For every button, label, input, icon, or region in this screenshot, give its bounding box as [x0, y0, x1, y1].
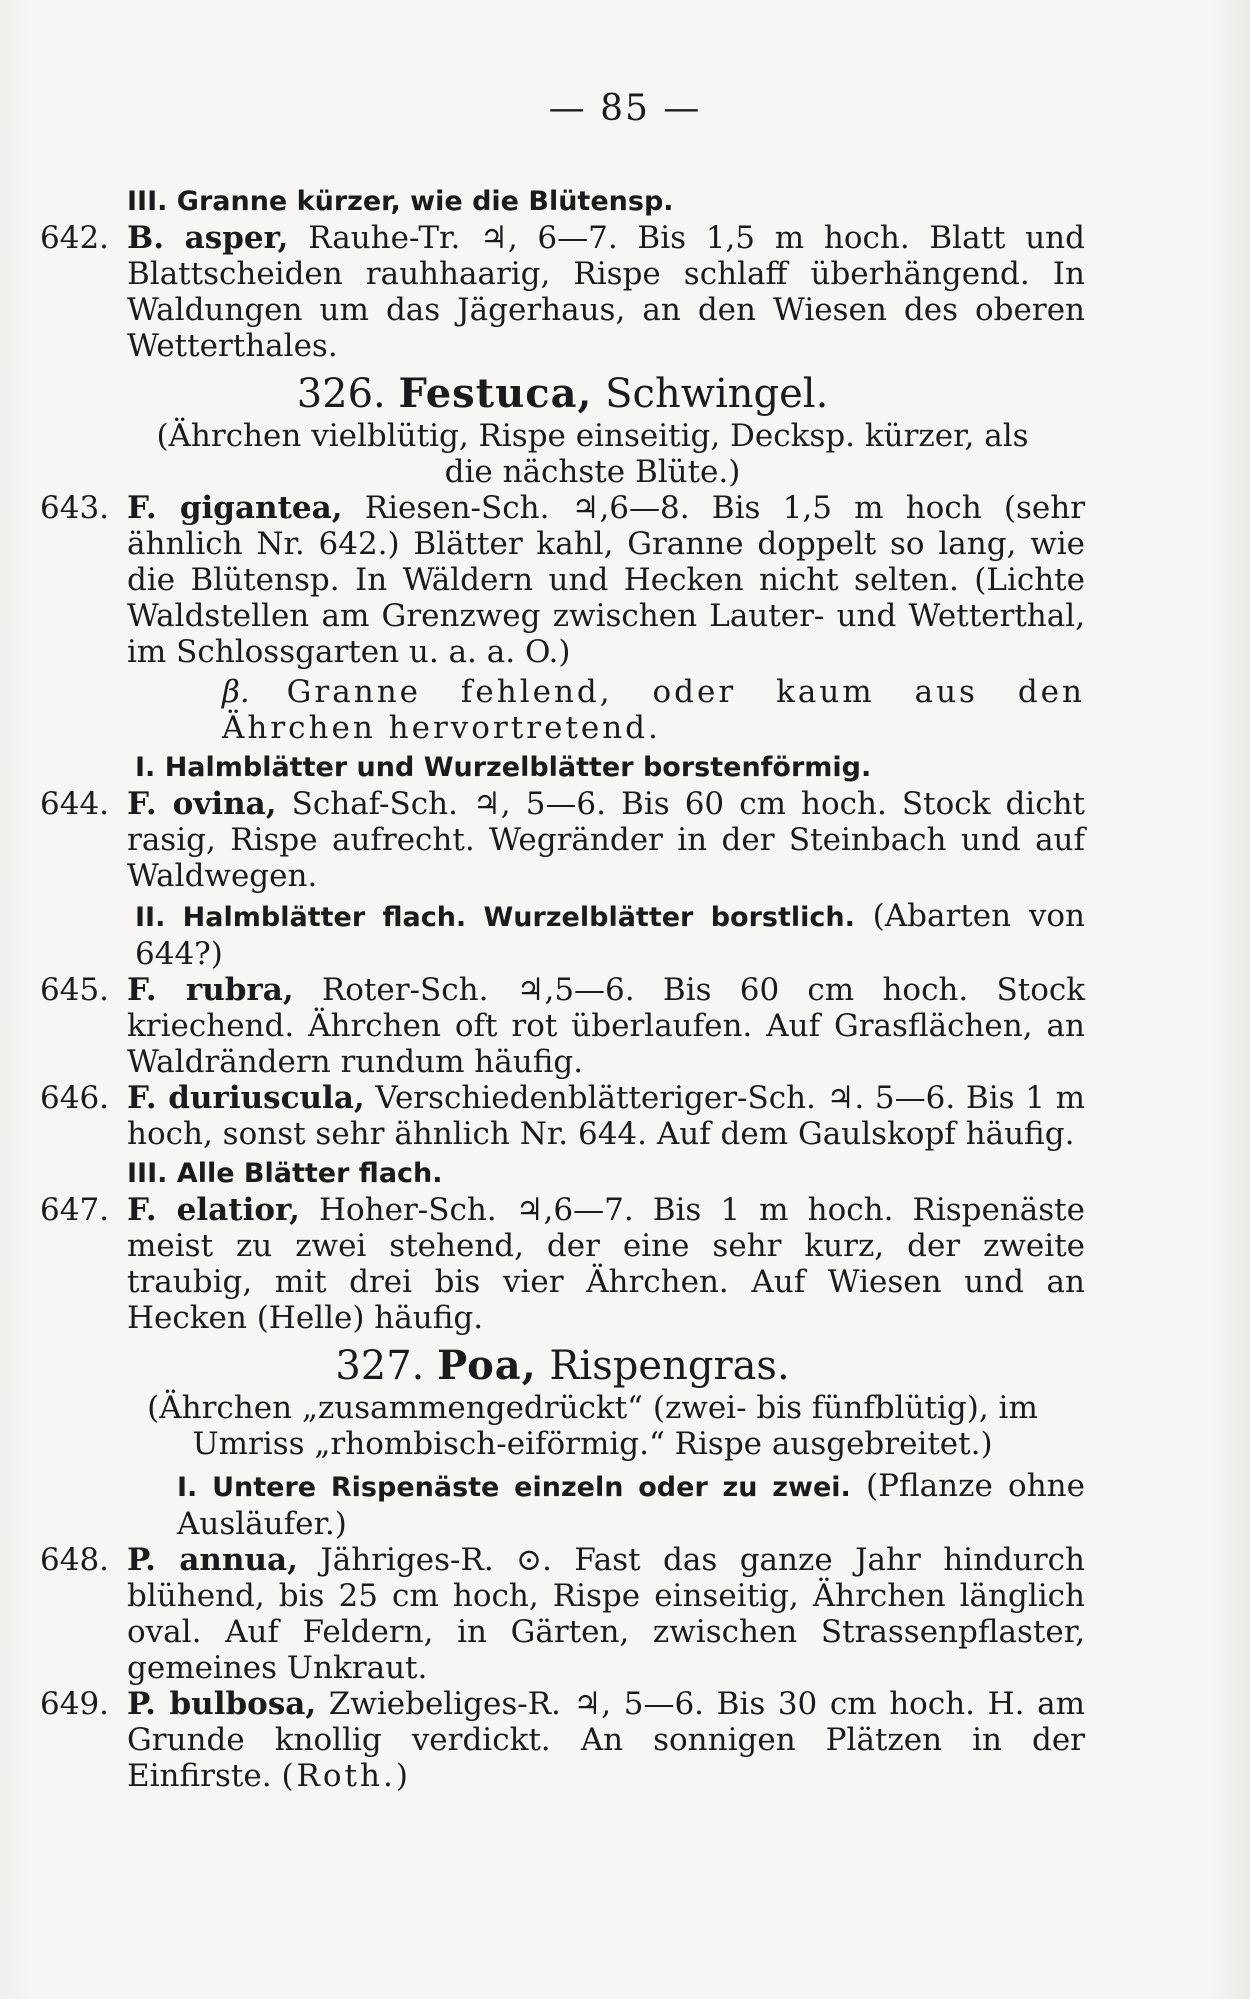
genus-name: Festuca,: [398, 370, 593, 417]
genus-heading-327: [40, 1344, 1085, 1388]
entry-number: 645.: [40, 972, 110, 1008]
entry-number: 647.: [40, 1192, 110, 1228]
section-heading: II. Halmblätter flach. Wurzelblätter borstlich. (Abarten von 644?): [135, 898, 1085, 972]
species-name: P. annua,: [127, 1542, 298, 1578]
species-entry-643: [40, 490, 1085, 670]
species-entry-648: [40, 1542, 1085, 1686]
entry-number: 648.: [40, 1542, 110, 1578]
species-name: F. rubra,: [127, 972, 294, 1008]
genus-name: Poa,: [437, 1342, 537, 1389]
entry-text: Schaf-Sch. ♃, 5—6. Bis 60 cm hoch. Stock dicht rasig, Rispe aufrecht. Wegränder in der Steinbach und auf Waldwegen.: [127, 786, 1085, 894]
species-name: F. gigantea,: [127, 490, 343, 526]
genus-description: (Ährchen vielblütig, Rispe einseitig, Decksp. kürzer, als die nächste Blüte.): [156, 418, 1029, 490]
species-name: F. elatior,: [127, 1192, 300, 1228]
species-entry-644: [40, 786, 1085, 894]
page-text: [40, 184, 1085, 1794]
entry-text: Jähriges-R. ⊙. Fast das ganze Jahr hindurch blühend, bis 25 cm hoch, Rispe einseitig, Ährchen länglich oval. Auf Feldern, in Gärten, zwischen Strassenpflaster, gemeines Unkraut.: [127, 1542, 1085, 1686]
page-number: — 85 —: [548, 88, 702, 129]
entry-text: Riesen-Sch. ♃,6—8. Bis 1,5 m hoch (sehr ähnlich Nr. 642.) Blätter kahl, Granne doppelt so lang, wie die Blütensp. In Wäldern und Hecken nicht selten. (Lichte Waldstellen am Grenzweg zwischen Lauter- und Wetterthal, im Schlossgarten u. a. a. O.): [127, 490, 1086, 670]
entry-number: 644.: [40, 786, 110, 822]
genus-common-name: Rispengras.: [549, 1343, 790, 1389]
species-name: B. asper,: [127, 220, 289, 256]
beta-symbol: β.: [222, 674, 250, 710]
entry-text: Roter-Sch. ♃,5—6. Bis 60 cm hoch. Stock kriechend. Ährchen oft rot überlaufen. Auf Grasflächen, an Waldrändern rundum häufig.: [127, 972, 1086, 1080]
entry-number: 646.: [40, 1080, 110, 1116]
subgroup-heading-beta: [40, 674, 1085, 746]
genus-number: 327.: [335, 1343, 425, 1389]
author-citation: (Roth.): [281, 1758, 411, 1794]
entry-text: Zwiebeliges-R. ♃, 5—6. Bis 30 cm hoch. H. am Grunde knollig verdickt. An sonnigen Plätzen in der Einfirste.: [127, 1686, 1085, 1794]
subgroup-text: Granne fehlend, oder kaum aus den Ährchen hervortretend.: [222, 674, 1085, 746]
entry-number: 649.: [40, 1686, 110, 1722]
entry-text: Verschiedenblätteriger-Sch. ♃. 5—6. Bis 1 m hoch, sonst sehr ähnlich Nr. 644. Auf dem Gaulskopf häufig.: [127, 1080, 1086, 1152]
entry-text: Hoher-Sch. ♃,6—7. Bis 1 m hoch. Rispenäste meist zu zwei stehend, der eine sehr kurz, der zweite traubig, mit drei bis vier Ährchen. Auf Wiesen und an Hecken (Helle) häufig.: [127, 1192, 1085, 1336]
genus-heading-326: [40, 372, 1085, 416]
species-entry-649: [40, 1686, 1085, 1794]
section-heading: I. Untere Rispenäste einzeln oder zu zwei. (Pflanze ohne Ausläufer.): [177, 1468, 1085, 1542]
genus-description: (Ährchen „zusammengedrückt“ (zwei- bis fünfblütig), im Umriss „rhombisch-eiförmig.“ Rispe ausgebreitet.): [147, 1390, 1038, 1462]
species-entry-646: [40, 1080, 1085, 1152]
species-entry-645: [40, 972, 1085, 1080]
genus-number: 326.: [296, 371, 386, 417]
entry-number: 643.: [40, 490, 110, 526]
species-entry-642: [40, 220, 1085, 364]
entry-number: 642.: [40, 220, 110, 256]
genus-common-name: Schwingel.: [605, 371, 829, 417]
section-heading: III. Alle Blätter flach.: [127, 1158, 443, 1189]
species-name: F. ovina,: [127, 786, 277, 822]
entry-text: Rauhe-Tr. ♃, 6—7. Bis 1,5 m hoch. Blatt und Blattscheiden rauhhaarig, Rispe schlaff überhängend. In Waldungen um das Jägerhaus, an den Wiesen des oberen Wetterthales.: [127, 220, 1085, 364]
species-name: F. duriuscula,: [127, 1080, 365, 1116]
section-heading: III. Granne kürzer, wie die Blütensp.: [127, 186, 674, 217]
section-heading: I. Halmblätter und Wurzelblätter borstenförmig.: [135, 752, 872, 783]
species-entry-647: [40, 1192, 1085, 1336]
species-name: P. bulbosa,: [127, 1686, 317, 1722]
